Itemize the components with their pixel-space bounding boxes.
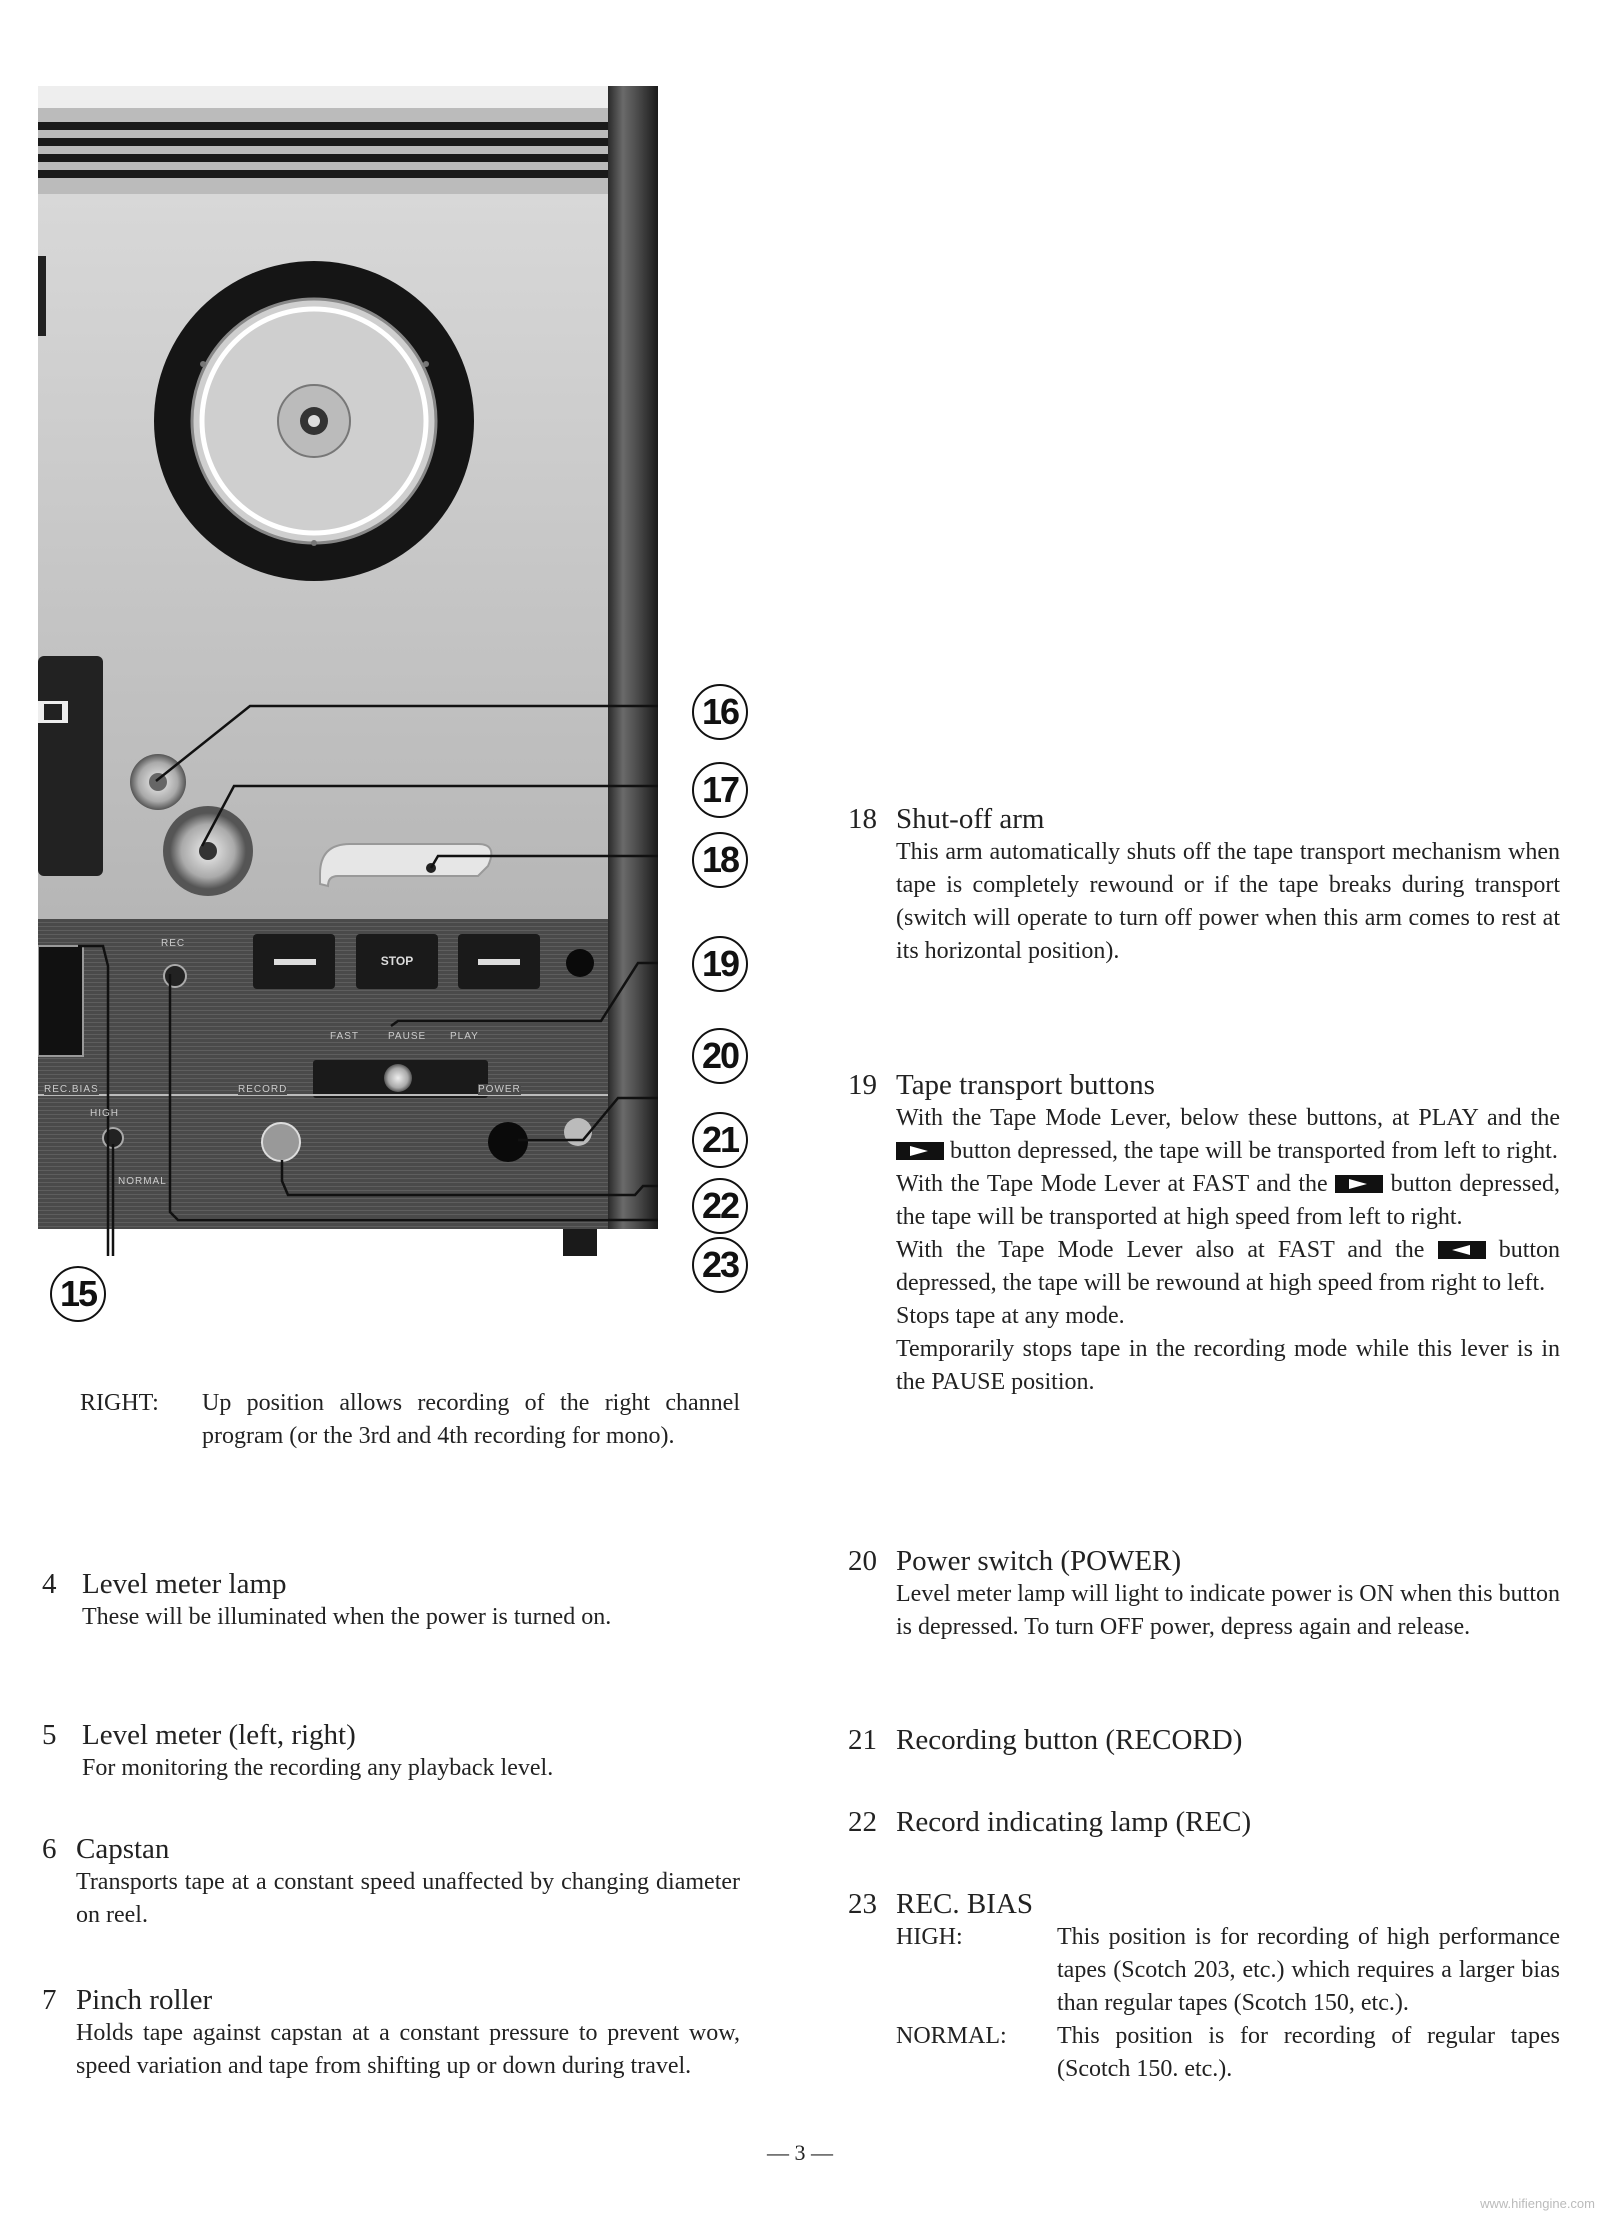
item-19-heading: 19 Tape transport buttons [848, 1069, 1155, 1101]
callout-18: 18 [692, 832, 748, 888]
item-4-body: These will be illuminated when the power is turned on. [82, 1604, 612, 1630]
high-panel-label: HIGH [90, 1108, 119, 1119]
item-23 [848, 1887, 1560, 2086]
tape-deck-illustration [38, 86, 658, 1256]
item-4-heading: 4 Level meter lamp [42, 1568, 287, 1600]
play-button-icon [896, 1142, 944, 1160]
right-channel-item [80, 1387, 740, 1453]
callout-22: 22 [692, 1178, 748, 1234]
item-6-heading: 6 Capstan [42, 1833, 170, 1865]
callout-15: 15 [50, 1266, 106, 1322]
item-20-body: Level meter lamp will light to indicate power is ON when this button is depressed. To turn OFF power, depress again and release. [896, 1581, 1560, 1640]
item-19-fast-paragraph: With the Tape Mode Lever at FAST and the button depressed, the tape will be transported at high speed from left to right. [896, 1171, 1561, 1230]
item-5-heading: 5 Level meter (left, right) [42, 1719, 356, 1751]
item-19-play-paragraph: With the Tape Mode Lever, below these buttons, at PLAY and the button depressed, the tape will be transported from left to right. [896, 1105, 1560, 1164]
record-panel-label: RECORD [238, 1084, 288, 1095]
fast-lever-label: FAST [330, 1031, 360, 1042]
normal-panel-label: NORMAL [118, 1176, 167, 1187]
callout-21: 21 [692, 1112, 748, 1168]
rewind-button-icon [1438, 1241, 1486, 1259]
item-22-heading: 22 Record indicating lamp (REC) [848, 1806, 1252, 1838]
page-number: — 3 — [767, 2140, 833, 2165]
callout-20: 20 [692, 1028, 748, 1084]
callout-23: 23 [692, 1237, 748, 1293]
play-lever-label: PLAY [450, 1031, 479, 1042]
item-7-heading: 7 Pinch roller [42, 1984, 213, 2016]
item-7 [42, 1983, 740, 2083]
item-20-heading: 20 Power switch (POWER) [848, 1545, 1182, 1577]
item-23-high [896, 1921, 1560, 2020]
item-18-heading: 18 Shut-off arm [848, 803, 1045, 835]
item-20 [848, 1544, 1560, 1644]
item-5-body: For monitoring the recording any playback level. [82, 1755, 554, 1781]
right-key: RIGHT: [80, 1390, 159, 1416]
item-22 [848, 1805, 1560, 1839]
rec-lamp-label: REC [161, 938, 186, 949]
product-photo [38, 86, 658, 1256]
item-18-body: This arm automatically shuts off the tape transport mechanism when tape is completely rewound or if the tape breaks during transport (switch will operate to turn off power when this arm comes to rest at its horizontal position). [896, 839, 1560, 964]
item-19 [848, 1068, 1560, 1399]
item-5 [42, 1718, 740, 1785]
item-18 [848, 802, 1560, 968]
callout-16: 16 [692, 684, 748, 740]
right-text: Up position allows recording of the right channel program (or the 3rd and 4th recording for mono). [202, 1390, 740, 1449]
fast-forward-button-icon [1335, 1175, 1383, 1193]
normal-key: NORMAL: [896, 2023, 1007, 2049]
item-4 [42, 1567, 740, 1634]
stop-button-label: STOP [380, 954, 414, 968]
normal-text: This position is for recording of regular tapes (Scotch 150. etc.). [1057, 2023, 1560, 2082]
watermark: www.hifiengine.com [1480, 2196, 1595, 2211]
item-21-heading: 21 Recording button (RECORD) [848, 1724, 1243, 1756]
item-7-body: Holds tape against capstan at a constant pressure to prevent wow, speed variation and tape from shifting up or down during travel. [76, 2020, 740, 2079]
item-19-stop-paragraph: Stops tape at any mode. [896, 1303, 1125, 1329]
high-text: This position is for recording of high performance tapes (Scotch 203, etc.) which requires a larger bias than regular tapes (Scotch 150, etc.). [1057, 1924, 1560, 2016]
item-19-pause-paragraph: Temporarily stops tape in the recording mode while this lever is in the PAUSE position. [896, 1336, 1560, 1395]
power-panel-label: POWER [478, 1084, 521, 1095]
pause-lever-label: PAUSE [388, 1031, 427, 1042]
item-6 [42, 1832, 740, 1932]
item-23-normal [896, 2020, 1560, 2086]
callout-19: 19 [692, 936, 748, 992]
item-21 [848, 1723, 1560, 1757]
callout-17: 17 [692, 762, 748, 818]
item-23-heading: 23 REC. BIAS [848, 1888, 1033, 1920]
item-6-body: Transports tape at a constant speed unaffected by changing diameter on reel. [76, 1869, 740, 1928]
rec-bias-panel-label: REC.BIAS [44, 1084, 99, 1095]
high-key: HIGH: [896, 1924, 963, 1950]
item-19-rewind-paragraph: With the Tape Mode Lever also at FAST and the button depressed, the tape will be rewound at high speed from right to left. [896, 1237, 1561, 1296]
